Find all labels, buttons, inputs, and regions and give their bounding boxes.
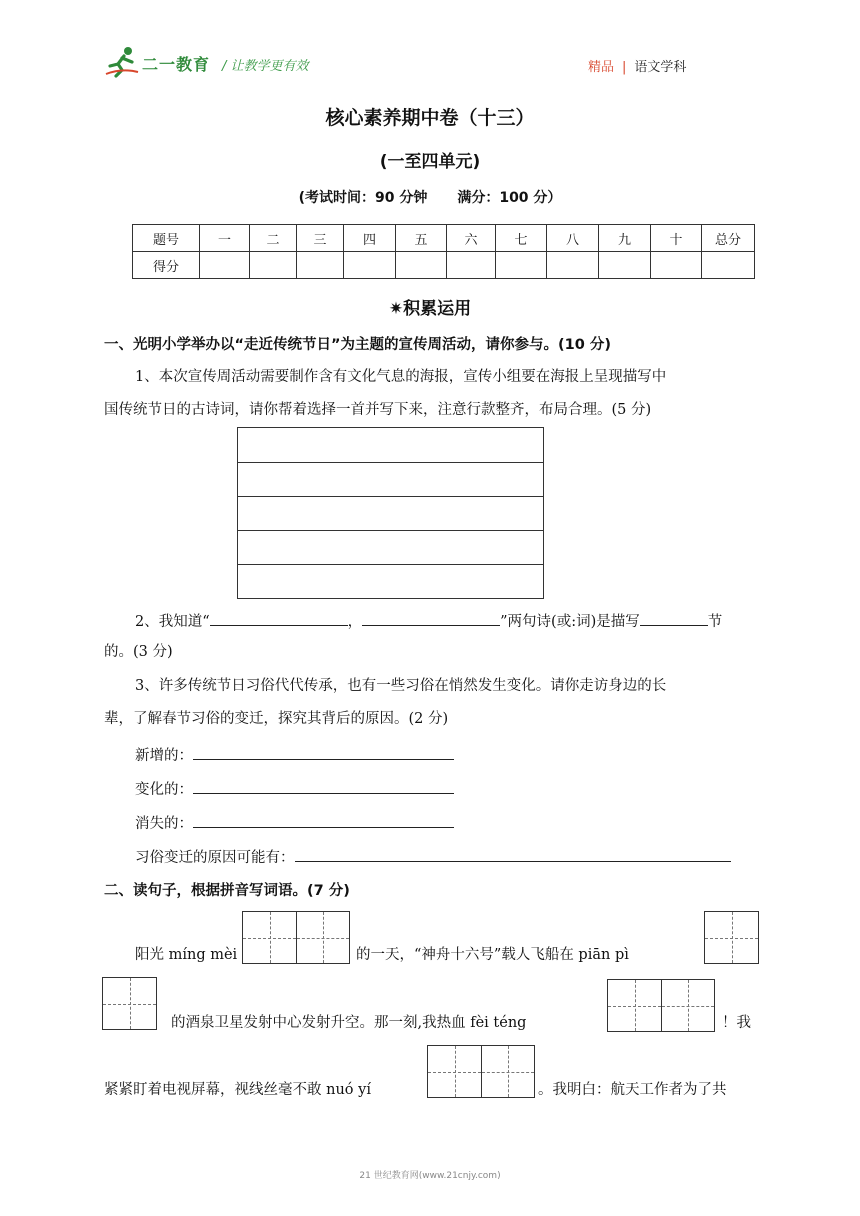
header-right: [588, 56, 686, 75]
badge-jingpin: 精品: [588, 60, 615, 75]
score-cell: 题号: [133, 225, 200, 252]
subject-label: 语文学科: [634, 60, 687, 75]
gone-custom-label: 消失的：: [135, 816, 193, 832]
poem-writing-box[interactable]: [237, 427, 544, 599]
answer-grid-nuoyi[interactable]: [427, 1045, 535, 1098]
answer-grid-feiteng[interactable]: [607, 979, 715, 1032]
exam-score: 满分：100 分）: [457, 190, 562, 206]
score-input-cell[interactable]: [599, 252, 651, 279]
q1-sub1-line1: 1、本次宣传周活动需要制作含有文化气息的海报，宣传小组要在海报上呈现描写中: [135, 369, 667, 385]
score-cell: 总分: [702, 225, 755, 252]
answer-grid-pianpi-part1[interactable]: [704, 911, 759, 964]
score-table: [132, 224, 755, 279]
answer-grid-mingmei[interactable]: [242, 911, 350, 964]
poem-line-1-blank[interactable]: [210, 609, 348, 626]
section-title: ✷积累运用: [388, 299, 472, 319]
slogan: / 让教学更有效: [222, 59, 309, 74]
score-cell: 九: [599, 225, 651, 252]
festival-blank[interactable]: [640, 609, 708, 626]
answer-grid-pianpi-part2[interactable]: [102, 977, 157, 1030]
score-input-cell[interactable]: [447, 252, 496, 279]
score-cell: 十: [651, 225, 702, 252]
score-input-cell[interactable]: [297, 252, 344, 279]
q1-sub2-comma: ，: [347, 614, 363, 630]
score-input-cell[interactable]: [547, 252, 599, 279]
page-title: 核心素养期中卷（十三）: [325, 107, 535, 129]
q2-text-2a: 的酒泉卫星发射中心发射升空。那一刻,我热血 fèi téng: [171, 1015, 527, 1031]
q1-sub2-text-b: ”两句诗(或:词)是描写: [500, 614, 640, 630]
score-table-score-row: [133, 252, 755, 279]
score-input-cell[interactable]: [344, 252, 396, 279]
logo-runner-icon: [104, 46, 140, 78]
page-subtitle: (一至四单元): [379, 152, 481, 172]
gone-custom-row: [135, 811, 454, 834]
score-input-cell[interactable]: [200, 252, 250, 279]
poem-line-2-blank[interactable]: [362, 609, 500, 626]
score-input-cell[interactable]: [250, 252, 297, 279]
changed-custom-blank[interactable]: [193, 777, 454, 794]
reason-blank[interactable]: [295, 845, 731, 862]
q2-heading: 二、读句子，根据拼音写词语。(7 分): [104, 883, 350, 899]
q2-text-1a: 阳光 míng mèi: [135, 947, 238, 963]
score-cell: 二: [250, 225, 297, 252]
q1-sub2-text-a: 2、我知道“: [135, 614, 210, 630]
score-cell: 六: [447, 225, 496, 252]
score-input-cell[interactable]: [702, 252, 755, 279]
changed-custom-label: 变化的：: [135, 782, 193, 798]
score-row-label: 得分: [133, 252, 200, 279]
score-input-cell[interactable]: [396, 252, 447, 279]
q2-text-1b: 的一天，“神舟十六号”载人飞船在 piān pì: [356, 947, 629, 963]
score-input-cell[interactable]: [496, 252, 547, 279]
q1-sub3-line1: 3、许多传统节日习俗代代传承，也有一些习俗在悄然发生变化。请你走访身边的长: [135, 678, 667, 694]
new-custom-label: 新增的：: [135, 748, 193, 764]
q2-text-2b: ！我: [722, 1015, 751, 1031]
header-separator: |: [622, 60, 627, 75]
new-custom-blank[interactable]: [193, 743, 454, 760]
changed-custom-row: [135, 777, 454, 800]
score-cell: 四: [344, 225, 396, 252]
gone-custom-blank[interactable]: [193, 811, 454, 828]
footer-watermark: 21 世纪教育网(www.21cnjy.com): [359, 1171, 501, 1181]
q1-sub2-line2: 的。(3 分): [104, 644, 173, 660]
q1-heading: 一、光明小学举办以“走近传统节日”为主题的宣传周活动，请你参与。(10 分): [104, 337, 612, 353]
exam-time: (考试时间：90 分钟: [298, 190, 428, 206]
score-cell: 三: [297, 225, 344, 252]
score-cell: 五: [396, 225, 447, 252]
q2-text-3a: 紧紧盯着电视屏幕，视线丝毫不敢 nuó yí: [104, 1082, 371, 1098]
new-custom-row: [135, 743, 454, 766]
score-cell: 一: [200, 225, 250, 252]
exam-info: [0, 187, 860, 207]
logo-text: 二一教育: [142, 55, 211, 74]
q2-text-3b: 。我明白：航天工作者为了共: [538, 1082, 727, 1098]
reason-label: 习俗变迁的原因可能有：: [135, 850, 295, 866]
q1-sub2-text-c: 节: [707, 614, 723, 630]
score-cell: 八: [547, 225, 599, 252]
score-input-cell[interactable]: [651, 252, 702, 279]
score-table-header-row: [133, 225, 755, 252]
q1-sub3-line2: 辈，了解春节习俗的变迁，探究其背后的原因。(2 分): [104, 711, 449, 727]
score-cell: 七: [496, 225, 547, 252]
q1-sub2-line1: [135, 609, 722, 632]
reason-row: [135, 845, 731, 868]
q1-sub1-line2: 国传统节日的古诗词，请你帮着选择一首并写下来，注意行款整齐，布局合理。(5 分): [104, 402, 652, 418]
